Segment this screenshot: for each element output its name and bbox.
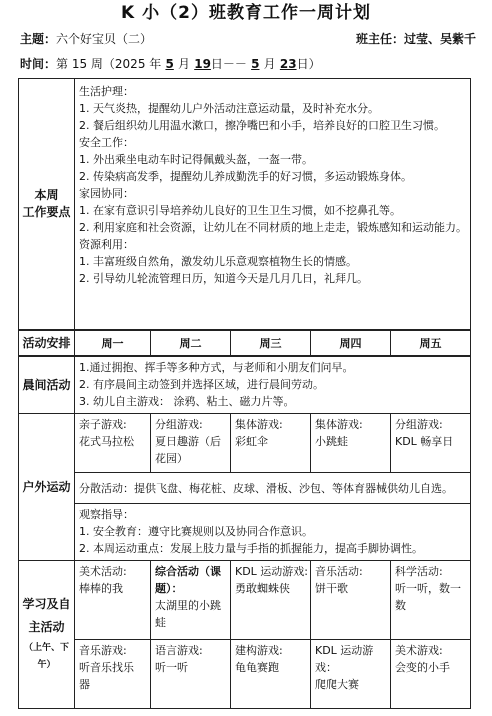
learning-label-line: （上午、下 (23, 642, 69, 653)
learning-fri-1 (391, 561, 471, 640)
time-month-word-1: 月 (178, 57, 191, 71)
learning-name: 听音乐找乐 (79, 661, 134, 674)
morning-line: 3. 幼儿自主游戏： 涂鸦、粘土、磁力片等。 (79, 395, 295, 408)
morning-line: 2. 有序晨间主动签到并选择区域，进行晨间劳动。 (79, 378, 324, 391)
morning-label: 晨间活动 (19, 356, 75, 414)
schedule-header-row (19, 330, 471, 356)
day-tuesday: 周二 (151, 330, 231, 356)
learning-type: 综合活动（课 (155, 565, 221, 578)
outdoor-game-wed (231, 414, 311, 473)
learning-mon-1 (75, 561, 151, 640)
outdoor-game-type: 分组游戏: (155, 418, 203, 431)
learning-row-1 (19, 561, 471, 640)
time-day-end: 23 (279, 57, 297, 71)
learning-name: 会变的小手 (395, 661, 450, 674)
learning-thu-2 (311, 640, 391, 709)
outdoor-games-row (19, 414, 471, 473)
page-title: K 小（2）班教育工作一周计划 (121, 3, 371, 23)
outdoor-game-name: 花式马拉松 (79, 435, 134, 448)
outdoor-label: 户外运动 (19, 414, 75, 561)
day-monday: 周一 (75, 330, 151, 356)
time-label: 时间： (20, 57, 57, 71)
learning-label-line: 主活动 (28, 619, 65, 634)
learning-type: 音乐活动: (315, 565, 363, 578)
learning-tue-2 (151, 640, 231, 709)
day-wednesday: 周三 (231, 330, 311, 356)
weekly-focus-label (19, 79, 75, 331)
morning-line: 1.通过拥抱、挥手等多种方式，与老师和小朋友们问早。 (79, 361, 354, 374)
focus-line: 安全工作： (79, 136, 134, 149)
observe-line: 2. 本周运动重点：发展上肢力量与手指的抓握能力，提高手脚协调性。 (79, 542, 423, 555)
outdoor-observe-row (19, 504, 471, 561)
learning-fri-2 (391, 640, 471, 709)
learning-label (19, 561, 75, 709)
learning-type: 科学活动: (395, 565, 443, 578)
plan-table (18, 78, 471, 709)
outdoor-game-type: 分组游戏: (395, 418, 443, 431)
outdoor-game-name: 夏日趣游（后 (155, 435, 221, 448)
time-separator: 日－－ (210, 57, 247, 71)
learning-type: 语言游戏: (155, 644, 203, 657)
learning-type: 美术游戏: (395, 644, 443, 657)
focus-line: 2. 餐后组织幼儿用温水漱口，擦净嘴巴和小手，培养良好的口腔卫生习惯。 (79, 119, 445, 132)
teacher-label: 班主任： (355, 32, 404, 46)
focus-line: 1. 天气炎热，提醒幼儿户外活动注意运动量，及时补充水分。 (79, 102, 379, 115)
time-day-start: 19 (194, 57, 211, 71)
learning-name: 蛙 (155, 616, 166, 629)
outdoor-game-name: KDL 畅享日 (395, 435, 454, 448)
morning-content (75, 356, 471, 414)
learning-name: 听一听，数一 (395, 582, 461, 595)
time-month-end: 5 (251, 57, 260, 71)
learning-type: 题）： (155, 582, 183, 595)
learning-label-line: 学习及自 (22, 596, 71, 611)
outdoor-observe (75, 504, 471, 561)
time-month-word-2: 月 (263, 57, 276, 71)
focus-line: 1. 外出乘坐电动车时记得佩戴头盔，一盔一带。 (79, 153, 313, 166)
time-suffix: 日） (296, 57, 321, 71)
observe-line: 1. 安全教育：遵守比赛规则以及协同合作意识。 (79, 525, 313, 538)
learning-name: 听一听 (155, 661, 188, 674)
outdoor-game-tue (151, 414, 231, 473)
outdoor-game-name: 彩虹伞 (235, 435, 268, 448)
learning-type: 建构游戏: (235, 644, 283, 657)
outdoor-game-name: 小跳蛙 (315, 435, 348, 448)
learning-type: 美术活动: (79, 565, 127, 578)
learning-type: KDL 运动游戏: (235, 565, 309, 578)
day-friday: 周五 (391, 330, 471, 356)
outdoor-game-type: 亲子游戏: (79, 418, 127, 431)
outdoor-game-thu (311, 414, 391, 473)
focus-line: 1. 在家有意识引导培养幼儿良好的卫生卫生习惯，如不挖鼻孔等。 (79, 204, 401, 217)
learning-name: 爬爬大赛 (315, 678, 359, 691)
time-line (20, 56, 321, 72)
learning-name: 太湖里的小跳 (155, 599, 221, 612)
focus-line: 生活护理： (79, 85, 134, 98)
learning-tue-1 (151, 561, 231, 640)
weekly-focus-row (19, 79, 471, 331)
schedule-header-label: 活动安排 (19, 330, 75, 356)
weekly-focus-label-line: 本周 (34, 188, 59, 202)
outdoor-game-mon (75, 414, 151, 473)
focus-line: 2. 利用家庭和社会资源，让幼儿在不同材质的地上走走，锻炼感知和运动能力。 (79, 221, 467, 234)
morning-row (19, 356, 471, 414)
learning-name: 饼干歌 (315, 582, 348, 595)
theme-line (20, 31, 152, 47)
learning-wed-2 (231, 640, 311, 709)
learning-name: 龟龟赛跑 (235, 661, 279, 674)
weekly-focus-label-line: 工作要点 (22, 205, 71, 219)
day-thursday: 周四 (311, 330, 391, 356)
focus-line: 2. 引导幼儿轮流管理日历，知道今天是几月几日，礼拜几。 (79, 272, 368, 285)
outdoor-group-row (19, 473, 471, 504)
learning-type: 戏： (315, 661, 337, 674)
learning-name: 数 (395, 599, 406, 612)
learning-thu-1 (311, 561, 391, 640)
time-month-start: 5 (165, 57, 174, 71)
weekly-focus-content (75, 79, 471, 331)
teacher-value: 过莹、吴紫千 (403, 32, 476, 46)
learning-name: 器 (79, 678, 90, 691)
learning-row-2 (19, 640, 471, 709)
learning-wed-1 (231, 561, 311, 640)
focus-line: 1. 丰富班级自然角，激发幼儿乐意观察植物生长的情感。 (79, 255, 357, 268)
learning-label-line: 午） (37, 659, 56, 670)
outdoor-game-type: 集体游戏: (235, 418, 283, 431)
learning-type: 音乐游戏: (79, 644, 127, 657)
outdoor-game-fri (391, 414, 471, 473)
observe-line: 观察指导： (79, 508, 134, 521)
theme-value: 六个好宝贝（二） (56, 32, 153, 46)
teacher-line (356, 31, 476, 47)
outdoor-game-name: 花园） (155, 452, 188, 465)
focus-line: 资源利用： (79, 238, 134, 251)
learning-mon-2 (75, 640, 151, 709)
time-prefix: 第 15 周（2025 年 (56, 57, 162, 71)
learning-type: KDL 运动游 (315, 644, 374, 657)
outdoor-game-type: 集体游戏: (315, 418, 363, 431)
focus-line: 2. 传染病高发季，提醒幼儿养成勤洗手的好习惯，多运动锻炼身体。 (79, 170, 412, 183)
focus-line: 家园协同： (79, 187, 134, 200)
theme-label: 主题： (20, 32, 57, 46)
learning-name: 棒棒的我 (79, 582, 123, 595)
learning-name: 勇敢蜘蛛侠 (235, 582, 290, 595)
outdoor-group-activity: 分散活动：提供飞盘、梅花桩、皮球、滑板、沙包、等体育器械供幼儿自选。 (75, 473, 471, 504)
